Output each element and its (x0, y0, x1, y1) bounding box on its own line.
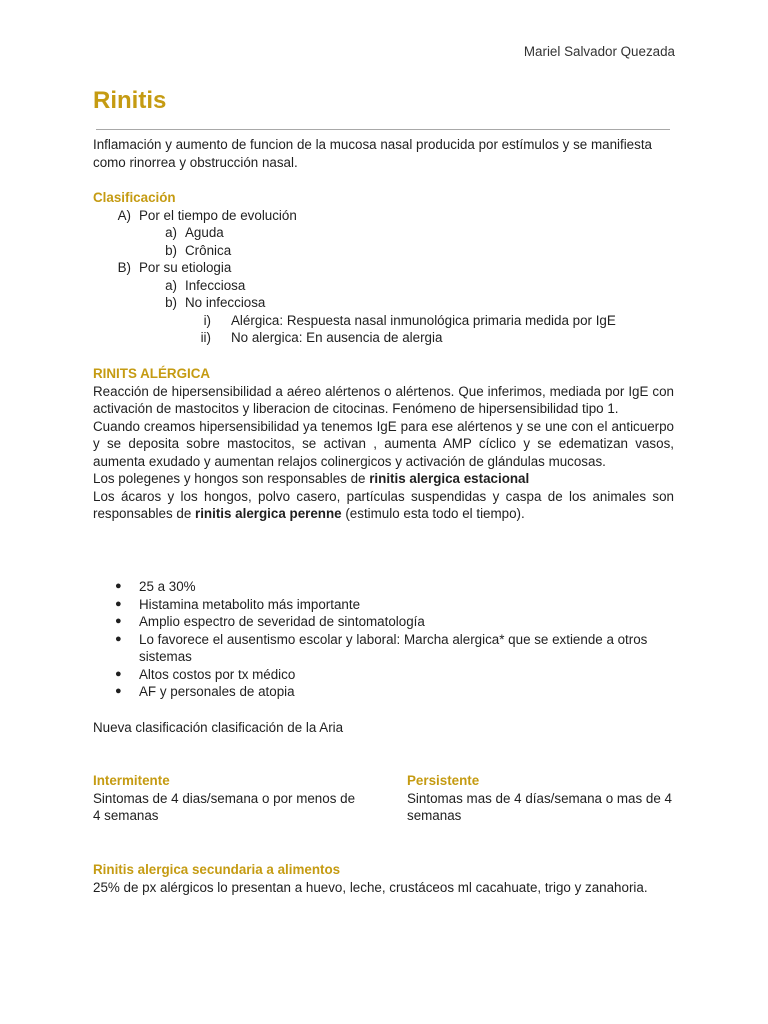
bullet-icon: ● (115, 580, 122, 592)
clasificacion-item (93, 294, 677, 312)
list-item-text: Amplio espectro de severidad de sintomatología (139, 614, 425, 629)
clasificacion-item (93, 224, 677, 242)
author-name: Mariel Salvador Quezada (523, 44, 675, 59)
bullet-icon: ● (115, 615, 122, 627)
clasificacion-item-text: Aguda (185, 225, 224, 240)
bullet-icon: ● (115, 667, 122, 680)
paragraph-4-tail: (estimulo esta todo el tiempo). (341, 506, 525, 521)
clasificacion-heading: Clasificación (93, 190, 176, 205)
list-item (93, 631, 677, 666)
list-marker: a) (165, 277, 177, 293)
bullet-icon: ● (115, 632, 122, 645)
clasificacion-item-text: Por el tiempo de evolución (139, 207, 297, 223)
perenne-term: rinitis alergica perenne (195, 506, 342, 521)
clasificacion-item (93, 277, 677, 295)
intermitente-column (93, 772, 363, 825)
list-item-text: Lo favorece el ausentismo escolar y laboral: Marcha alergica* que se extiende a otros sistemas (139, 631, 648, 664)
rinitis-alergica-paragraph-3 (93, 470, 674, 488)
rinitis-alergica-heading: RINITS ALÉRGICA (93, 366, 211, 381)
clasificacion-item-text: Infecciosa (185, 277, 246, 293)
list-marker: i) (203, 312, 211, 328)
intermitente-text: Sintomas de 4 dias/semana o por menos de 4 semanas (93, 790, 356, 823)
list-item (93, 666, 677, 684)
clasificacion-item-text: Crônica (185, 242, 232, 258)
persistente-heading: Persistente (407, 773, 480, 788)
list-item (93, 596, 677, 614)
facts-bullet-list (93, 578, 677, 701)
clasificacion-item (93, 207, 677, 225)
list-marker: b) (165, 242, 177, 258)
page-title: Rinitis (93, 87, 167, 114)
clasificacion-list (93, 207, 677, 347)
clasificacion-item-text: Alérgica: Respuesta nasal inmunológica primaria medida por IgE (231, 312, 616, 328)
list-marker: A) (117, 207, 131, 223)
list-item-text: AF y personales de atopia (139, 684, 295, 699)
list-marker: a) (165, 225, 177, 240)
clasificacion-item-text: No infecciosa (185, 295, 266, 310)
title-divider (96, 129, 670, 130)
rinitis-alergica-section (93, 365, 677, 523)
estacional-term: rinitis alergica estacional (369, 471, 530, 486)
bullet-icon: ● (115, 597, 122, 610)
clasificacion-item-text: Por su etiologia (139, 260, 232, 275)
clasificacion-item (93, 242, 677, 260)
list-item (93, 613, 677, 631)
list-item-text: Histamina metabolito más importante (139, 596, 361, 612)
list-item (93, 578, 677, 596)
intro-paragraph: Inflamación y aumento de funcion de la mucosa nasal producida por estímulos y se manifiesta como rinorrea y obstrucción nasal. (93, 137, 652, 170)
clasificacion-item (93, 329, 677, 347)
clasificacion-section (93, 189, 677, 347)
clasificacion-item-text: No alergica: En ausencia de alergia (231, 330, 443, 345)
paragraph-4-text: Los ácaros y los hongos, polvo casero, partículas suspendidas y caspa de los animales son responsables de (93, 488, 674, 521)
persistente-column (407, 772, 677, 825)
rinitis-alergica-paragraph-2: Cuando creamos hipersensibilidad ya tenemos IgE para ese alértenos y se une con el anticuerpo y se deposita sobre mastocitos, se activan , aumenta AMP cíclico y se edematizan vasos, aumenta exudado y aumentan relajos colinergicos y activación de glándulas mucosas. (93, 418, 674, 469)
rinitis-alergica-paragraph-1: Reacción de hipersensibilidad a aéreo alértenos o alértenos. Que inferimos, mediada por IgE con activación de mastocitos y liberacion de citocinas. Fenómeno de hipersensibilidad tipo 1. (93, 383, 674, 416)
secundaria-section (93, 861, 677, 896)
clasificacion-item (93, 312, 677, 330)
bullet-icon: ● (115, 685, 122, 697)
clasificacion-item (93, 259, 677, 277)
rinitis-alergica-paragraph-4 (93, 488, 674, 523)
list-marker: B) (117, 260, 131, 275)
persistente-text: Sintomas mas de 4 días/semana o mas de 4 semanas (407, 790, 672, 823)
paragraph-3-text: Los polegenes y hongos son responsables de (93, 471, 370, 486)
list-marker: b) (165, 295, 177, 310)
aria-intro: Nueva clasificación clasificación de la Aria (93, 720, 344, 735)
list-item (93, 683, 677, 701)
list-item-text: 25 a 30% (139, 579, 196, 594)
list-marker: ii) (200, 330, 211, 345)
list-item-text: Altos costos por tx médico (139, 666, 296, 682)
intermitente-heading: Intermitente (93, 773, 170, 788)
secundaria-text: 25% de px alérgicos lo presentan a huevo, leche, crustáceos ml cacahuate, trigo y zanahoria. (93, 879, 648, 895)
secundaria-heading: Rinitis alergica secundaria a alimentos (93, 862, 341, 877)
